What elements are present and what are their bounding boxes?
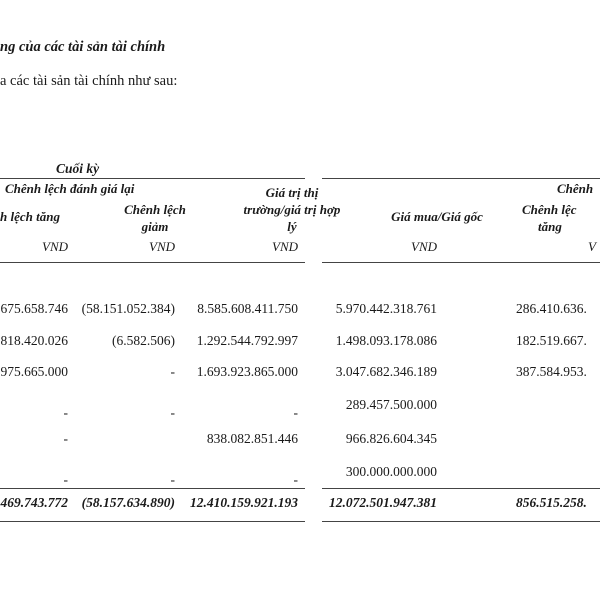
table-cell: 675.658.746 — [0, 301, 68, 316]
group-header: Chênh lệch đánh giá lại — [5, 181, 135, 196]
unit-label: VND — [272, 239, 298, 254]
table-cell: 300.000.000.000 — [345, 464, 437, 479]
table-cell: 966.826.604.345 — [345, 431, 437, 446]
table-cell: 1.693.923.865.000 — [196, 364, 298, 379]
table-cell: 5.970.442.318.761 — [335, 301, 437, 316]
unit-label: VND — [42, 239, 68, 254]
header-decrease-1: Chênh lệch — [124, 202, 186, 217]
table-cell: - — [63, 405, 68, 420]
total-cell: 12.072.501.947.381 — [329, 495, 437, 510]
table-cell: 818.420.026 — [0, 333, 68, 348]
unit-label: VND — [149, 239, 175, 254]
table-cell: 975.665.000 — [0, 364, 68, 379]
period-label: Cuối kỳ — [56, 161, 100, 176]
table-cell: 387.584.953. — [516, 364, 587, 379]
divider — [0, 262, 305, 263]
table-cell: 182.519.667. — [516, 333, 587, 348]
divider — [322, 262, 600, 263]
divider — [0, 521, 305, 522]
table-cell: - — [63, 472, 68, 487]
table-cell: - — [170, 472, 175, 487]
table-cell: (6.582.506) — [112, 333, 175, 348]
divider — [322, 521, 600, 522]
total-cell: 856.515.258. — [516, 495, 587, 510]
header-fair-value-3: lý — [287, 219, 297, 234]
header-fair-value-2: trường/giá trị hợp — [243, 202, 341, 217]
total-cell: 12.410.159.921.193 — [190, 495, 298, 510]
header-decrease-2: giảm — [141, 219, 169, 234]
table-cell: 8.585.608.411.750 — [197, 301, 298, 316]
divider — [0, 178, 305, 179]
table-cell: - — [293, 405, 298, 420]
header-cost: Giá mua/Giá gốc — [391, 209, 483, 224]
header-right-increase-2: tăng — [538, 219, 562, 234]
header-right-increase-1: Chênh lệc — [522, 202, 577, 217]
table-cell: 1.292.544.792.997 — [196, 333, 298, 348]
divider — [322, 178, 600, 179]
header-fair-value-1: Giá trị thị — [265, 185, 319, 200]
intro-text: a các tài sản tài chính như sau: — [0, 73, 178, 89]
table-cell: - — [170, 405, 175, 420]
right-group-header: Chênh — [557, 181, 594, 196]
total-cell: 469.743.772 — [0, 495, 68, 510]
divider — [322, 488, 600, 489]
unit-label: VND — [411, 239, 437, 254]
divider — [0, 488, 305, 489]
header-increase: h lệch tăng — [0, 209, 60, 224]
table-cell: - — [170, 364, 175, 379]
table-cell: 289.457.500.000 — [345, 397, 437, 412]
table-cell: - — [293, 472, 298, 487]
table-cell: (58.151.052.384) — [81, 301, 175, 316]
table-cell: 838.082.851.446 — [206, 431, 298, 446]
table-cell: 1.498.093.178.086 — [335, 333, 437, 348]
table-cell: 3.047.682.346.189 — [335, 364, 437, 379]
table-cell: - — [63, 431, 68, 446]
section-heading: ng của các tài sản tài chính — [0, 39, 166, 55]
total-cell: (58.157.634.890) — [81, 495, 175, 510]
table-cell: 286.410.636. — [516, 301, 587, 316]
unit-label: V — [588, 239, 596, 254]
